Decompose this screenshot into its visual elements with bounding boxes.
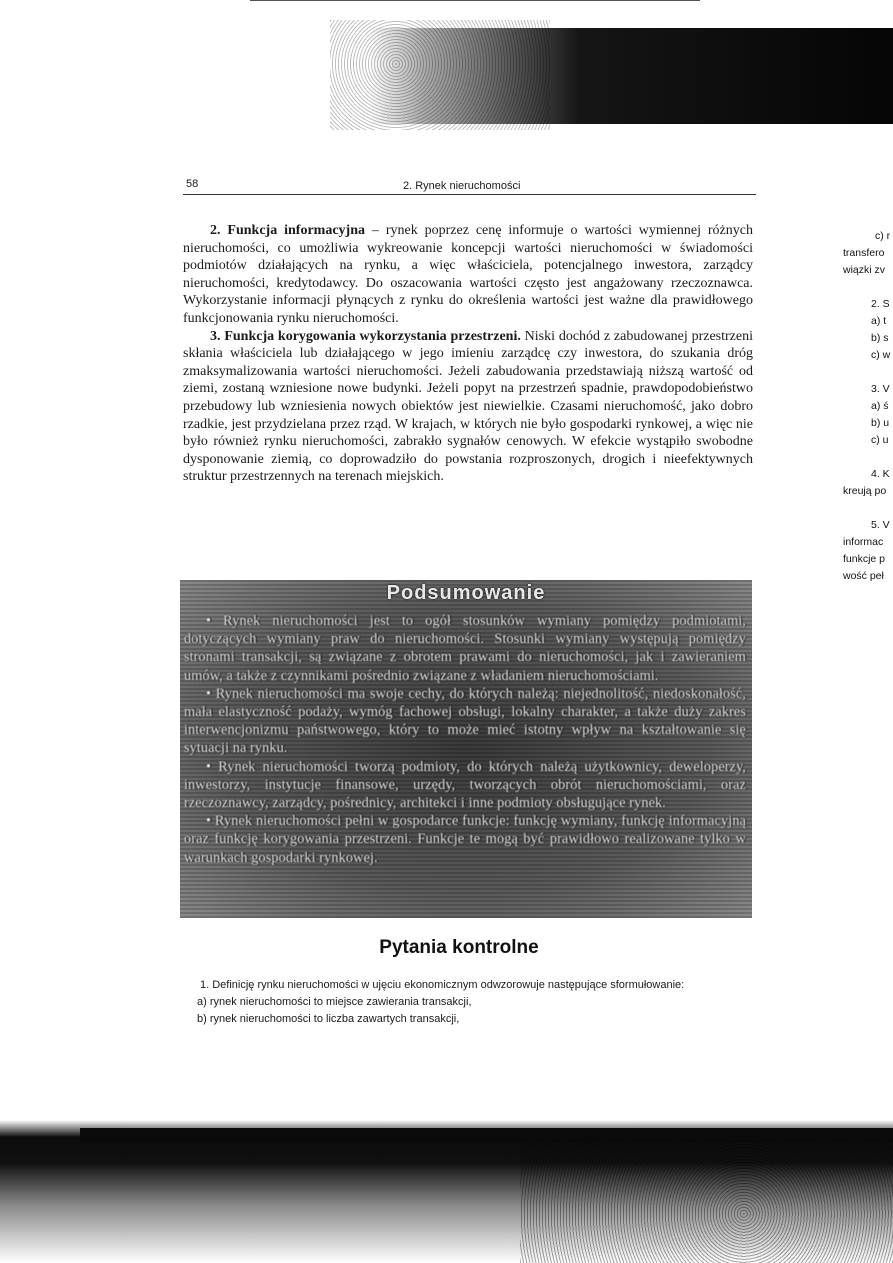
summary-item: • Rynek nieruchomości tworzą podmioty, do których należą użytkownicy, deweloperzy, inwestorzy, instytucje finansowe, urzędy, tworzących obrót nieruchomościami, oraz rzeczoznawcy, zarządcy, pośrednicy, architekci i inne podmioty obsługujące rynek. [184, 758, 746, 812]
summary-text [184, 612, 746, 867]
summary-item: • Rynek nieruchomości ma swoje cechy, do których należą: niejednolitość, niedoskonałość, mała elastyczność podaży, wymóg fachowej obsługi, lokalny charakter, a także duży zakres interwencjonizmu państwowego, który to może mieć istotny wpływ na kształtowanie się sytuacji na rynku. [184, 685, 746, 757]
adjacent-page-line: funkcje p [843, 553, 886, 565]
adjacent-page-line: c) r [875, 230, 891, 242]
adjacent-page-line: wość peł [843, 570, 884, 582]
adjacent-page-line: c) w [871, 349, 891, 361]
scan-noise-top [330, 20, 550, 130]
adjacent-page-line: b) u [871, 417, 890, 429]
control-questions [173, 977, 751, 1028]
running-header: 2. Rynek nieruchomości [403, 180, 521, 192]
adjacent-page-line: b) s [871, 332, 889, 344]
adjacent-page-line: wiązki zv [843, 264, 886, 276]
page-number: 58 [186, 178, 199, 190]
adjacent-page-line: 4. K [871, 468, 890, 480]
paragraph-heading: 2. Funkcja informacyjna [210, 223, 365, 238]
paragraph-text: – rynek poprzez cenę informuje o wartości wymiennej różnych nieruchomości, co umożliwia wykreowanie koncepcji wartości nieruchomości w świadomości podmiotów działających na rynku, a więc właściciela, potencjalnego inwestora, zarządcy nieruchomości, kredytodawcy. Do oszacowania wartości często jest angażowany rzeczoznawca. Wykorzystanie informacji płynących z rynku do określenia wartości jest ważne dla prawidłowego funkcjonowania rynku nieruchomości. [183, 223, 753, 326]
scan-edge-line [250, 0, 700, 1]
adjacent-page-fragment [793, 0, 893, 1263]
adjacent-page-line: kreują po [843, 485, 887, 497]
paragraph-text: Niski dochód z zabudowanej przestrzeni skłania właściciela lub działającego w jego imieniu zarządcę czy inwestora, do szukania dróg zmaksymalizowania wartości nieruchomości. Jeżeli zabudowania przedstawiają niższą wartość od ziemi, zostaną wzniesione nowe budynki. Jeżeli popyt na przestrzeń spadnie, prawdopodobieństwo przebudowy lub wzniesienia nowych obiektów jest niewielkie. Czasami nieruchomość, jako dobro rzadkie, jest przydzielana przez rząd. W krajach, w których nie było gospodarki rynkowej, a więc nie było również rynku nieruchomości, zabrakło sygnałów cenowych. W efekcie wystąpiło swobodne dysponowanie ziemią, co doprowadziło do powstania rozproszonych, drogich i nieefektywnych struktur przestrzennych na terenach miejskich. [183, 328, 753, 485]
paragraph-space-correction-function [183, 328, 753, 486]
header-rule [183, 194, 756, 195]
summary-title: Podsumowanie [386, 582, 546, 604]
body-text [183, 222, 753, 486]
paragraph-heading: 3. Funkcja korygowania wykorzystania przestrzeni. [210, 328, 521, 344]
question-1-option-a: a) rynek nieruchomości to miejsce zawierania transakcji, [197, 996, 472, 1008]
summary-item: • Rynek nieruchomości pełni w gospodarce funkcje: funkcję wymiany, funkcję informacyjną oraz funkcję korygowania przestrzeni. Funkcje te mogą być prawidłowo realizowane tylko w warunkach gospodarki rynkowej. [184, 813, 746, 866]
adjacent-page-line: c) u [871, 434, 889, 446]
questions-title: Pytania kontrolne [379, 937, 539, 958]
paragraph-informational-function [183, 222, 753, 328]
summary-box [180, 580, 752, 918]
summary-item: • Rynek nieruchomości jest to ogół stosunków wymiany pomiędzy podmiotami, dotyczących wymiany praw do nieruchomości. Stosunki wymiany występują pomiędzy stronami transakcji, są związane z obrotem prawami do nieruchomości, jak i zawieraniem umów, a także z czynnikami pośrednio związane z władaniem nieruchomościami. [184, 613, 746, 684]
adjacent-page-line: a) t [871, 315, 887, 327]
adjacent-page-line: transfero [843, 247, 885, 259]
adjacent-page-line: informac [843, 536, 884, 548]
question-1-option-b: b) rynek nieruchomości to liczba zawartych transakcji, [197, 1013, 460, 1025]
question-1: 1. Definicję rynku nieruchomości w ujęciu ekonomicznym odwzorowuje następujące sformułowanie: [200, 979, 685, 991]
adjacent-page-line: 3. V [871, 383, 890, 395]
adjacent-page-line: a) ś [871, 400, 889, 412]
scan-noise-bottom [520, 1140, 893, 1263]
adjacent-page-line: 5. V [871, 519, 890, 531]
adjacent-page-line: 2. S [871, 298, 890, 310]
